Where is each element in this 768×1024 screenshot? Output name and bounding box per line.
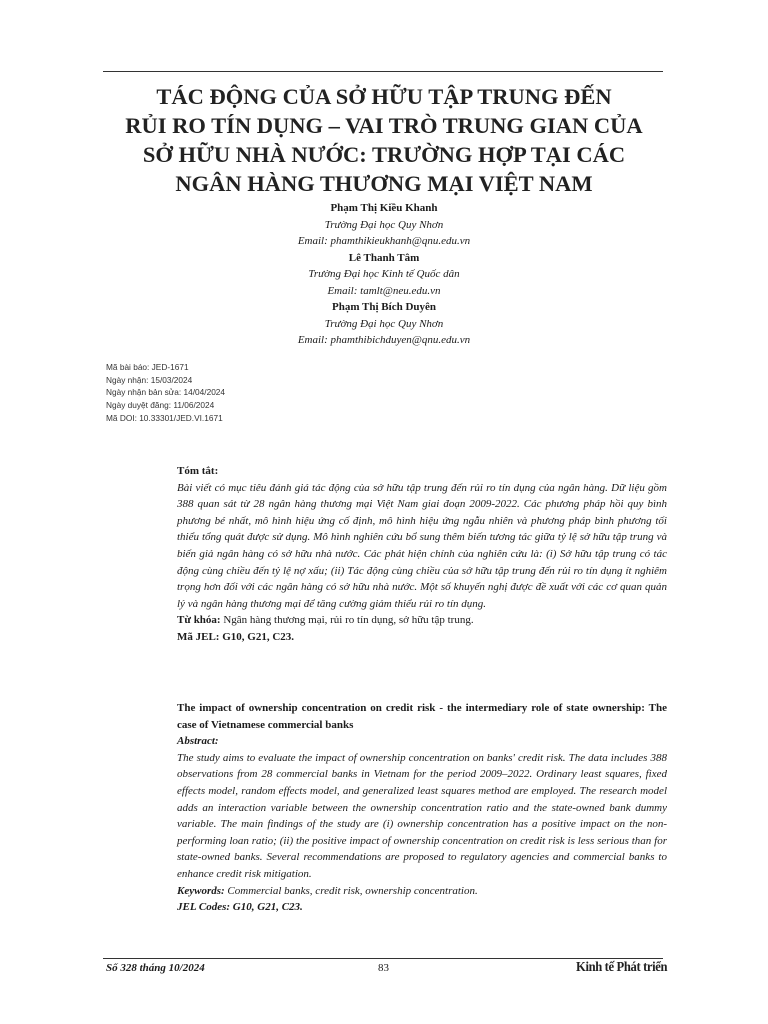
title-line: SỞ HỮU NHÀ NƯỚC: TRƯỜNG HỢP TẠI CÁC — [142, 142, 626, 167]
keywords-text: Commercial banks, credit risk, ownership concentration. — [224, 884, 478, 897]
article-code: Mã bài báo: JED-1671 — [106, 362, 189, 372]
article-metadata — [106, 361, 406, 425]
abstract-body: The study aims to evaluate the impact of ownership concentration on banks' credit risk. The data includes 388 observations from 28 commercial banks in Vietnam for the period 2009–2022. Ordinary least squares, fixed effects model, random effects model, and generalized least squares method are employed. The research model adds an interaction variable between the ownership concentration ratio and the state-owned bank dummy variable. The main findings of the study are (i) ownership concentration has a positive impact on the non-performing loan ratio; (ii) the positive impact of ownership concentration on credit risk is less serious than for state-owned banks. Several recommendations are proposed to regulatory agencies and commercial banks to enhance credit risk mitigation. — [177, 751, 667, 880]
author-affiliation: Trường Đại học Kinh tế Quốc dân — [308, 268, 460, 280]
author-affiliation: Trường Đại học Quy Nhơn — [324, 218, 444, 231]
accepted-date: Ngày duyệt đăng: 11/06/2024 — [106, 400, 215, 411]
journal-brand: Kinh tế Phát triển — [576, 960, 668, 975]
revised-date: Ngày nhận bản sửa: 14/04/2024 — [106, 387, 226, 398]
jel-codes: JEL Codes: G10, G21, C23. — [177, 901, 303, 914]
title-line: TÁC ĐỘNG CỦA SỞ HỮU TẬP TRUNG ĐẾN — [156, 84, 612, 109]
author-name: Phạm Thị Kiều Khanh — [330, 202, 438, 214]
keywords-label: Keywords: — [177, 884, 225, 897]
keywords-text: Ngân hàng thương mại, rủi ro tín dụng, sở hữu tập trung. — [220, 614, 474, 627]
title-line: NGÂN HÀNG THƯƠNG MẠI VIỆT NAM — [175, 171, 593, 196]
author-name: Phạm Thị Bích Duyên — [331, 301, 437, 313]
author-email: Email: phamthibichduyen@qnu.edu.vn — [297, 334, 471, 346]
doi: Mã DOI: 10.33301/JED.VI.1671 — [106, 412, 223, 423]
english-abstract — [177, 700, 667, 916]
author-email: Email: phamthikieukhanh@qnu.edu.vn — [297, 235, 471, 247]
page-number: 83 — [378, 962, 389, 974]
article-title — [84, 82, 684, 198]
author-affiliation: Trường Đại học Quy Nhơn — [324, 317, 444, 330]
abstract-body: Bài viết có mục tiêu đánh giá tác động của sở hữu tập trung đến rủi ro tín dụng của ngân hàng. Dữ liệu gồm 388 quan sát từ 28 ngân hàng thương mại Việt Nam giai đoạn 2009-2022. Các phương pháp hồi quy bình phương bé nhất, mô hình hiệu ứng cố định, mô hình hiệu ứng ngẫu nhiên và phương pháp bình phương tối thiểu tổng quát được sử dụng. Mô hình nghiên cứu bổ sung thêm biến tương tác giữa tỷ lệ sở hữu tập trung và biến giả ngân hàng có sở hữu nhà nước. Các phát hiện chính của nghiên cứu là: (i) Sở hữu tập trung có tác động cùng chiều đến tỷ lệ nợ xấu; (ii) Tác động cùng chiều của sở hữu tập trung đến rủi ro tín dụng ít nghiêm trọng hơn đối với các ngân hàng có sở hữu nhà nước. Một số khuyến nghị được đề xuất với các cơ quan quản lý và ngân hàng thương mại để tăng cường giảm thiểu rủi ro tín dụng. — [177, 481, 667, 610]
received-date: Ngày nhận: 15/03/2024 — [106, 374, 193, 385]
vietnamese-abstract — [177, 463, 667, 646]
keywords-line — [177, 612, 667, 629]
english-title: The impact of ownership concentration on credit risk - the intermediary role of state ownership: The case of Vietnamese commercial banks — [177, 702, 667, 731]
abstract-heading: Tóm tắt: — [177, 465, 219, 477]
top-rule — [103, 71, 663, 72]
author-name: Lê Thanh Tâm — [348, 251, 420, 264]
bottom-rule — [103, 958, 663, 959]
author-email: Email: tamlt@neu.edu.vn — [327, 284, 441, 297]
keywords-line — [177, 883, 667, 900]
author-list — [84, 200, 684, 349]
jel-codes: Mã JEL: G10, G21, C23. — [177, 630, 295, 643]
keywords-label: Từ khóa: — [177, 614, 221, 627]
title-line: RỦI RO TÍN DỤNG – VAI TRÒ TRUNG GIAN CỦA — [125, 113, 643, 138]
abstract-heading: Abstract: — [177, 735, 219, 748]
issue-label: Số 328 tháng 10/2024 — [106, 962, 205, 974]
